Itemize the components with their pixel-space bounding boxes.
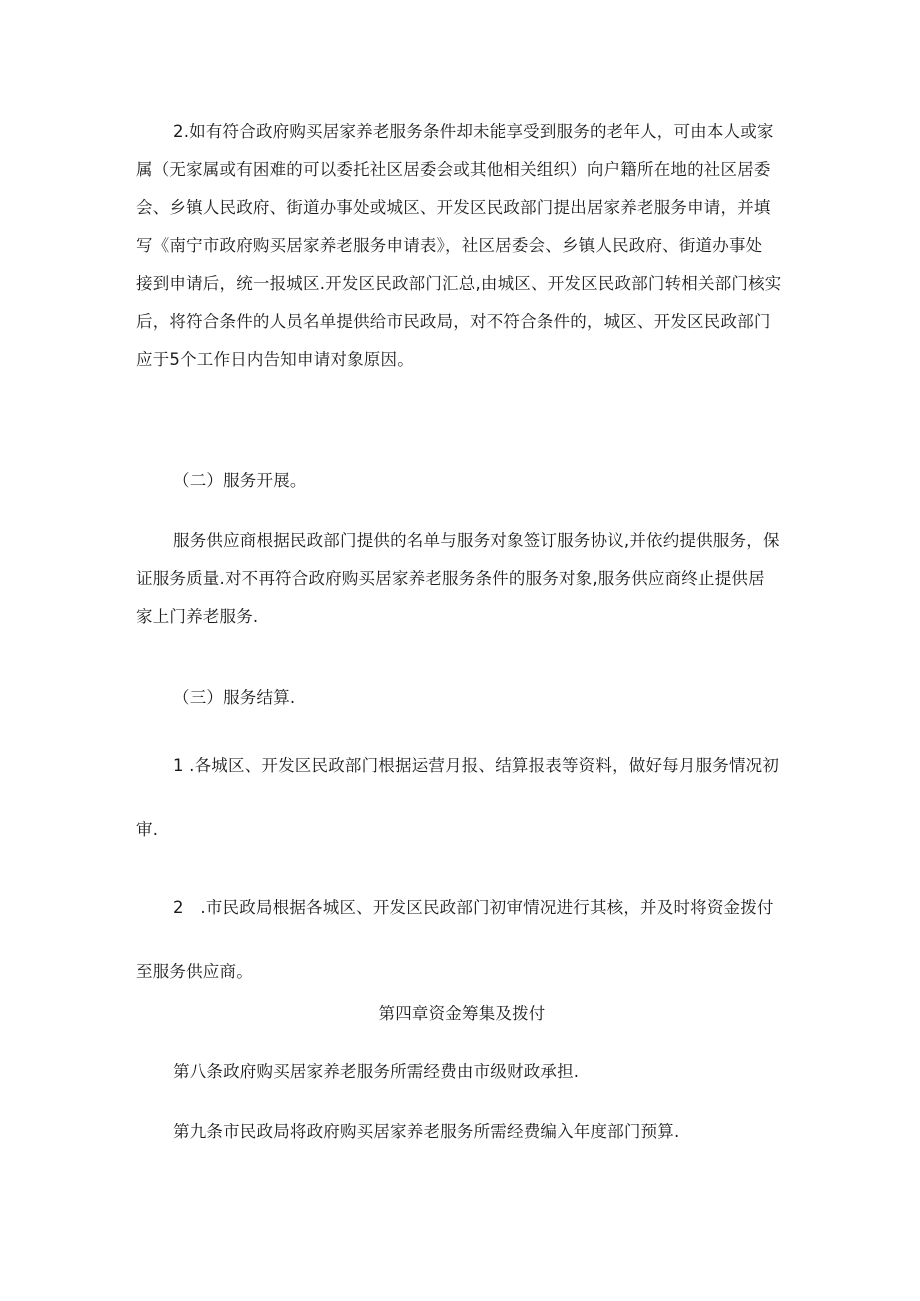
text-line: 会、乡镇人民政府、街道办事处或城区、开发区民政部门提出居家养老服务申请，并填 [136,198,771,217]
paragraph-application [136,113,788,379]
text-line: 2.如有符合政府购买居家养老服务条件却未能享受到服务的老年人，可由本人或家 [173,122,774,141]
text-line: 服务供应商根据民政部门提供的名单与服务对象签订服务协议,并依约提供服务，保 [173,531,780,550]
text-line: 2 .市民政局根据各城区、开发区民政部门初审情况进行其核，并及时将资金拨付 [173,898,774,917]
paragraph-settlement-2 [136,876,788,1004]
section-heading-settlement: （三）服务结算. [173,688,296,707]
chapter-title: 第四章资金筹集及拨付 [378,1004,546,1023]
text-line: 接到申请后，统一报城区.开发区民政部门汇总,由城区、开发区民政部门转相关部门核实 [136,274,782,293]
text-line: 家上门养老服务. [136,607,259,626]
text-line: 后，将符合条件的人员名单提供给市民政局，对不符合条件的，城区、开发区民政部门 [136,312,771,331]
article-9: 第九条市民政局将政府购买居家养老服务所需经费编入年度部门预算. [173,1122,680,1141]
section-heading-service-delivery: （二）服务开展。 [173,471,307,490]
text-line: 证服务质量.对不再符合政府购买居家养老服务条件的服务对象,服务供应商终止提供居 [136,569,765,588]
text-line: 审. [136,820,159,839]
text-line: 1 .各城区、开发区民政部门根据运营月报、结算报表等资料，做好每月服务情况初 [173,756,780,775]
article-8: 第八条政府购买居家养老服务所需经费由市级财政承担. [173,1062,580,1081]
text-line: 至服务供应商。 [136,962,253,981]
text-line: 写《南宁市政府购买居家养老服务申请表》，社区居委会、乡镇人民政府、街道办事处 [136,236,763,255]
text-line: 应于5个工作日内告知申请对象原因。 [136,350,414,369]
paragraph-service-delivery [136,522,788,636]
text-line: 属（无家属或有困难的可以委托社区居委会或其他相关组织）向户籍所在地的社区居委 [136,160,771,179]
paragraph-settlement-1 [136,734,788,862]
